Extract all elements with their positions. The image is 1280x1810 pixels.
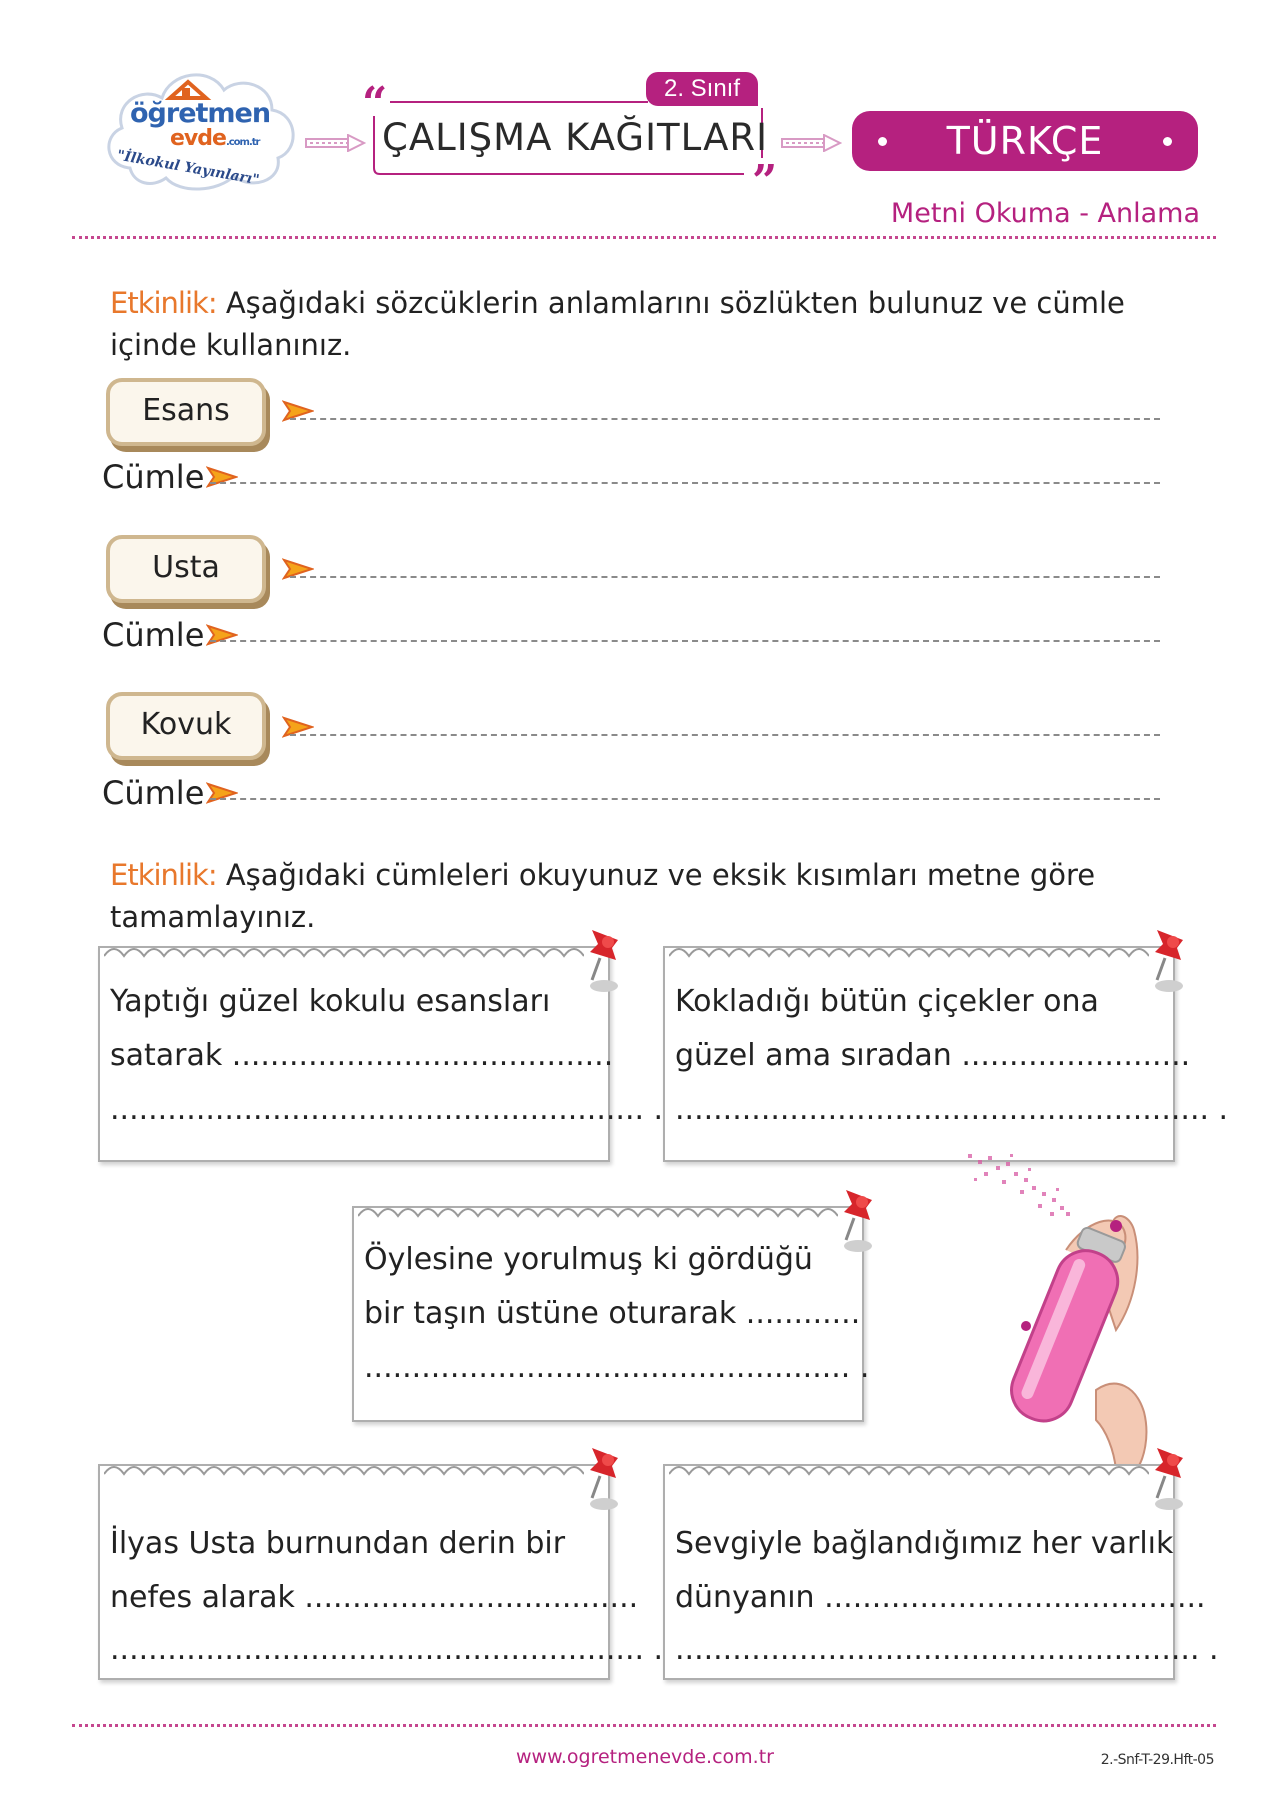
meaning-answer-line-usta[interactable] [290,576,1160,578]
pushpin-icon [1143,924,1195,994]
logo-subtitle: "İlkokul Yayınları" [115,147,261,189]
word-tag-kovuk: Kovuk [106,692,266,760]
note-card-4 [98,1464,664,1680]
perfume-bottle-illustration [966,1150,1176,1470]
note-line-3[interactable]: ........................................................ . [110,1092,664,1127]
note-line-3[interactable]: ....................................................... . [675,1632,1219,1667]
note-spiral [669,1460,1149,1480]
note-line-1: Sevgiyle bağlandığımız her varlık [675,1526,1174,1561]
activity1-text: Aşağıdaki sözcüklerin anlamlarını sözlükten bulunuz ve cümle içinde kullanınız. [110,286,1125,362]
note-spiral [358,1202,838,1222]
activity1-instruction [110,282,1170,366]
sentence-answer-line-esans[interactable] [210,482,1160,484]
quote-open-icon: “ [362,78,388,129]
note-line-2[interactable]: dünyanın ........................................ [675,1580,1206,1615]
orange-arrow-icon [206,782,238,804]
publisher-logo [100,58,300,208]
activity2-text: Aşağıdaki cümleleri okuyunuz ve eksik kısımları metne göre tamamlayınız. [110,858,1096,934]
logo-brand-text: öğretmen [130,98,271,129]
note-line-2[interactable]: bir taşın üstüne oturarak ............ [364,1296,861,1331]
grade-badge: 2. Sınıf [646,72,758,106]
note-line-1: İlyas Usta burnundan derin bir [110,1526,566,1561]
activity2-instruction [110,854,1170,938]
note-spiral [669,942,1149,962]
footer-divider [72,1724,1216,1727]
sentence-label: Cümle [102,774,205,812]
sentence-answer-line-kovuk[interactable] [210,798,1160,800]
activity2-lead: Etkinlik: [110,858,217,892]
note-line-3[interactable]: ................................................... . [364,1350,870,1385]
header-arrow-icon-2 [780,134,842,152]
header-divider [72,236,1216,239]
note-line-1: Öylesine yorulmuş ki gördüğü [364,1242,813,1277]
quote-close-icon: ” [752,156,778,207]
sentence-label: Cümle [102,616,205,654]
meaning-answer-line-esans[interactable] [290,418,1160,420]
pushpin-icon [832,1184,884,1254]
pill-dot-icon-2 [1163,137,1172,146]
note-line-1: Kokladığı bütün çiçekler ona [675,984,1099,1019]
logo-domain: .com.tr [225,137,260,148]
note-card-2 [663,946,1229,1162]
orange-arrow-icon [206,624,238,646]
header-arrow-icon [304,134,366,152]
note-line-2[interactable]: satarak ........................................ [110,1038,614,1073]
logo-brand-text-2 [170,126,259,151]
meaning-answer-line-kovuk[interactable] [290,734,1160,736]
word-tag-esans: Esans [106,378,266,446]
sentence-label: Cümle [102,458,205,496]
note-line-3[interactable]: ........................................................ . [675,1092,1229,1127]
pushpin-icon [578,1442,630,1512]
note-line-2[interactable]: güzel ama sıradan ........................ [675,1038,1191,1073]
pushpin-icon [578,924,630,994]
logo-brand-evde: evde [170,126,226,151]
note-line-3[interactable]: ........................................................ . [110,1632,664,1667]
note-spiral [104,1460,584,1480]
orange-arrow-icon [206,466,238,488]
sentence-answer-line-usta[interactable] [210,640,1160,642]
note-card-3 [352,1206,870,1422]
note-line-2[interactable]: nefes alarak ................................... [110,1580,639,1615]
page-title: ÇALIŞMA KAĞITLARI [382,116,769,159]
activity1-lead: Etkinlik: [110,286,217,320]
subject-label: TÜRKÇE [946,119,1104,163]
note-spiral [104,942,584,962]
footer-code: 2.-Snf-T-29.Hft-05 [1100,1752,1214,1768]
footer-url-link[interactable]: www.ogretmenevde.com.tr [516,1746,774,1768]
note-card-1 [98,946,664,1162]
pushpin-icon [1143,1442,1195,1512]
word-tag-usta: Usta [106,535,266,603]
subject-pill [852,111,1198,171]
note-line-1: Yaptığı güzel kokulu esansları [110,984,551,1019]
topic-label: Metni Okuma - Anlama [890,198,1200,229]
note-card-5 [663,1464,1219,1680]
pill-dot-icon [878,137,887,146]
